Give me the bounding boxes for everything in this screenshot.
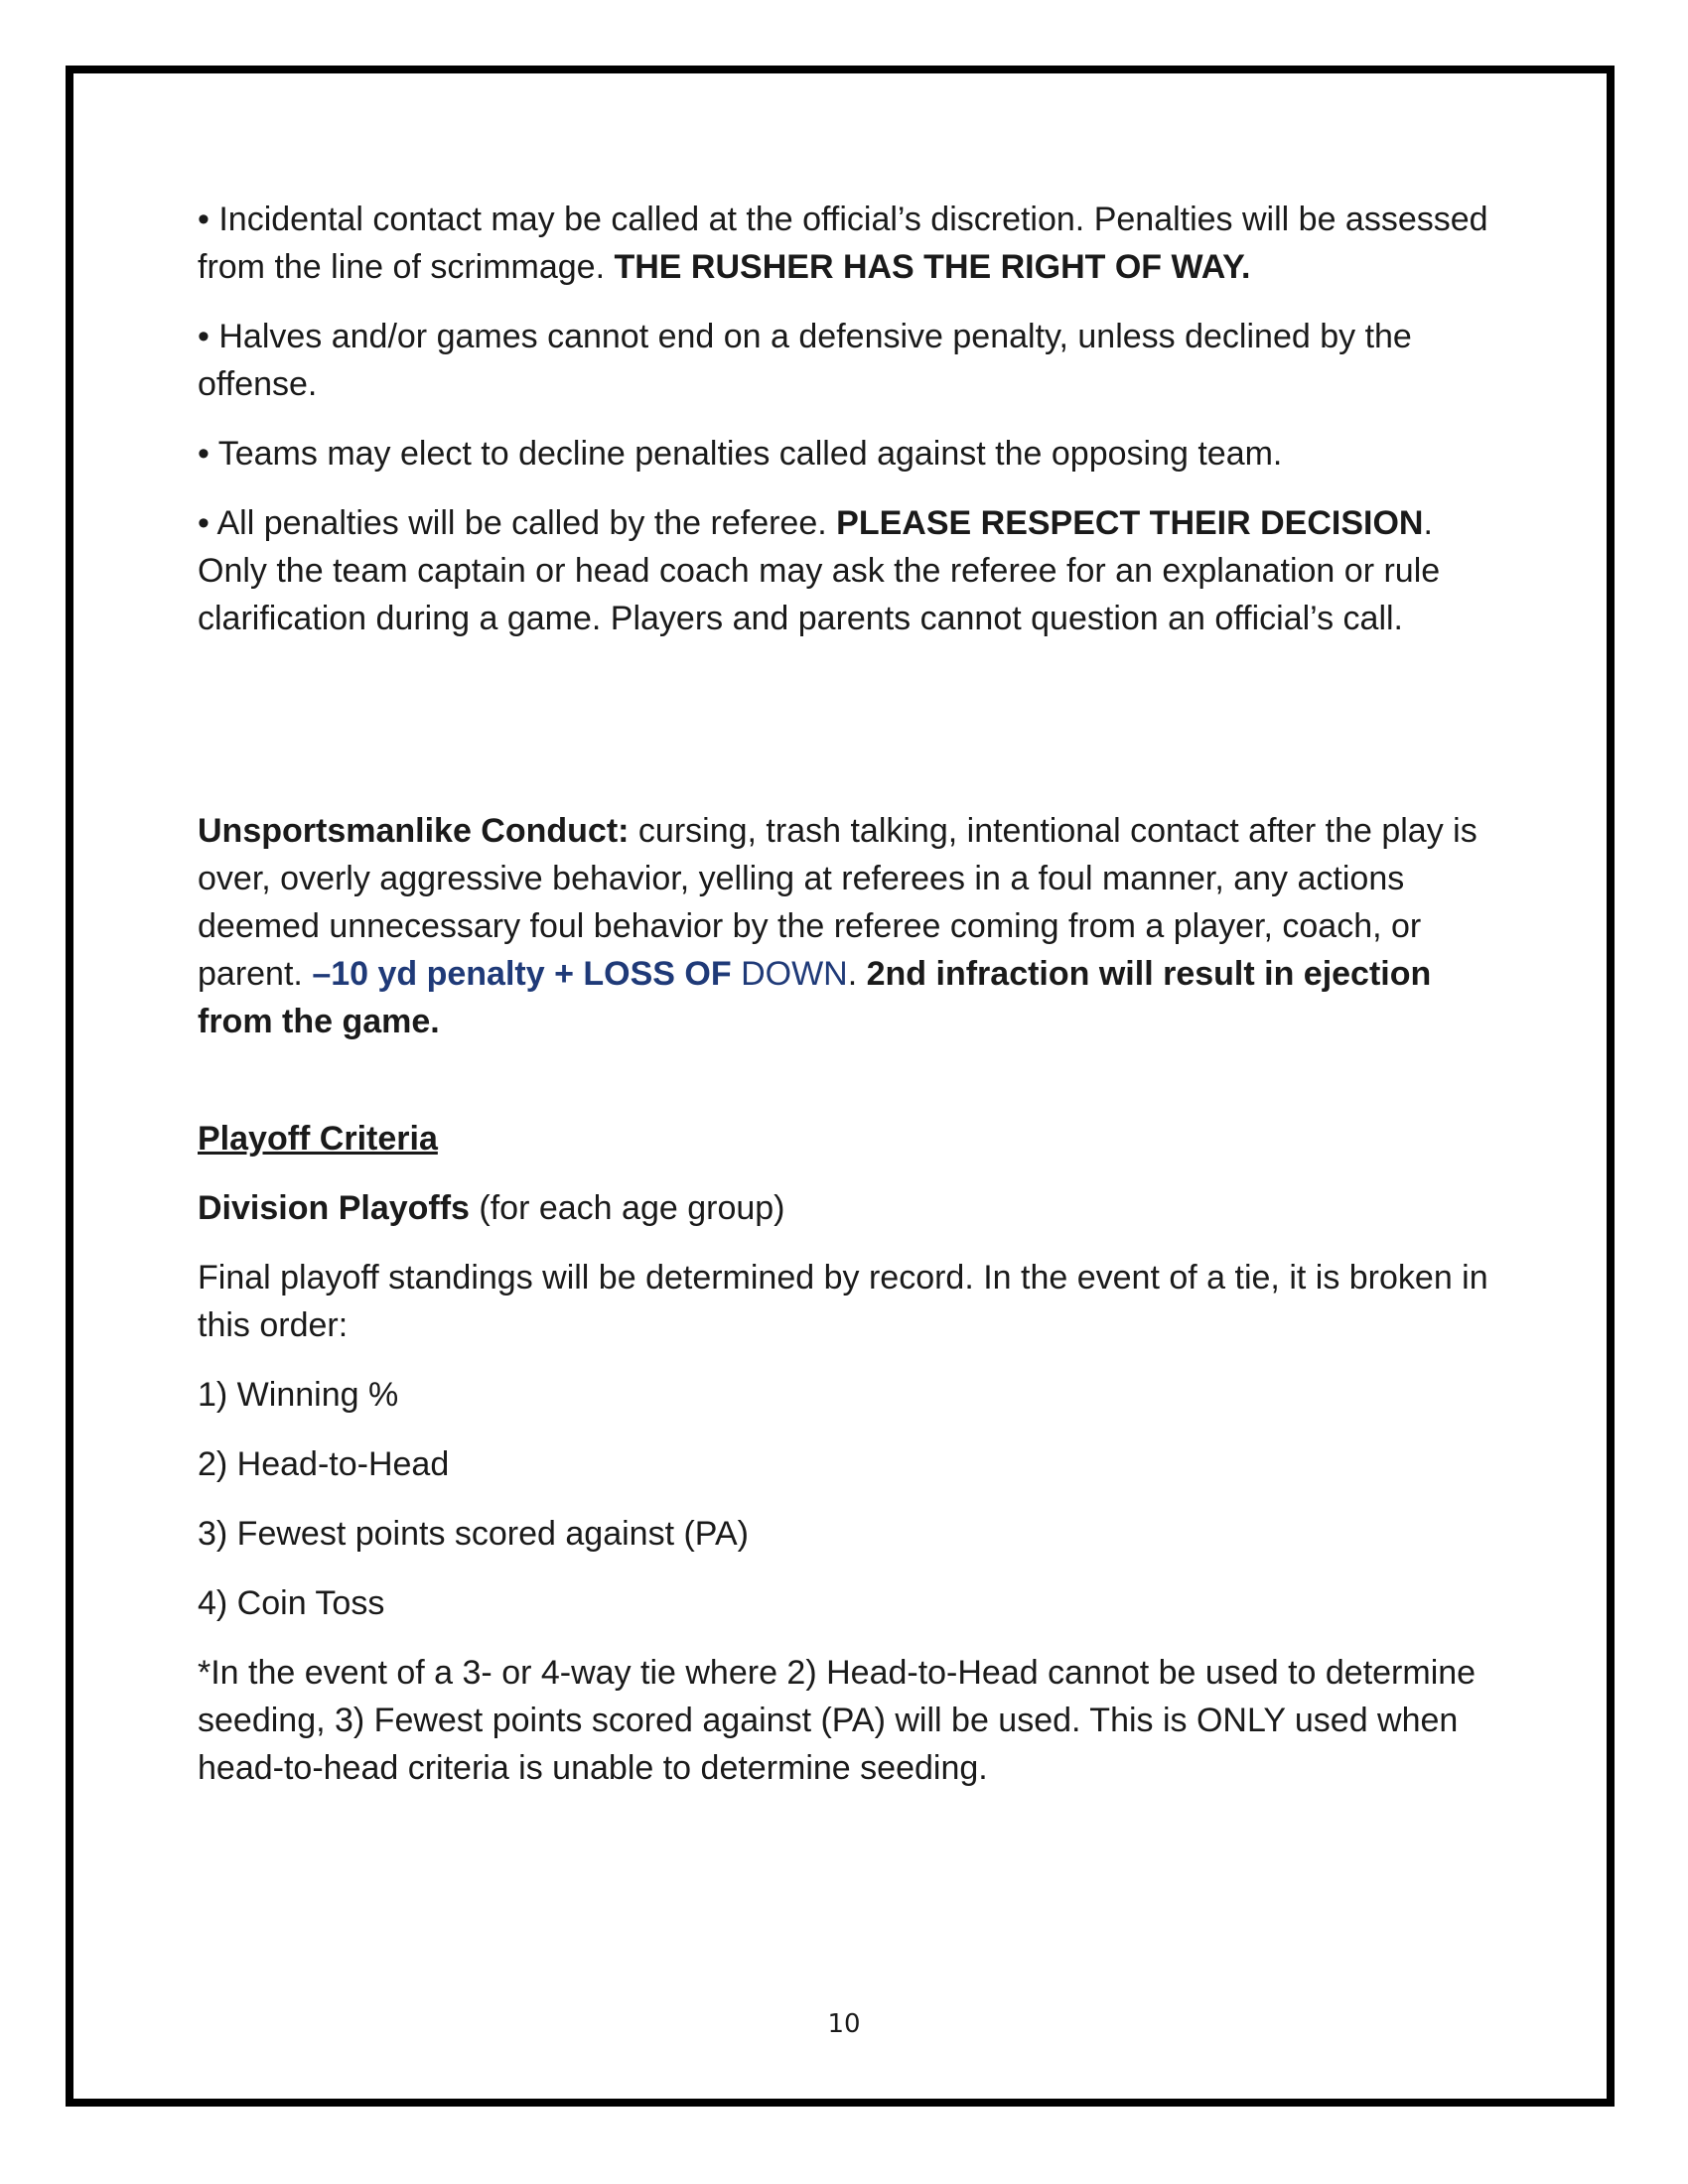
division-playoffs bbox=[198, 1184, 1488, 1232]
division-playoffs-label: Division Playoffs bbox=[198, 1189, 470, 1227]
unsportsmanlike-penalty: –10 yd penalty + LOSS OF bbox=[312, 955, 732, 993]
division-playoffs-rest: (for each age group) bbox=[469, 1189, 785, 1227]
criteria-item: 3) Fewest points scored against (PA) bbox=[198, 1515, 749, 1553]
page-content bbox=[198, 196, 1488, 1792]
unsportsmanlike-period: . bbox=[847, 955, 867, 993]
unsportsmanlike-ejection: 2nd infraction will result in ejection from the game. bbox=[198, 955, 1432, 1040]
tie-breaker-note: *In the event of a 3- or 4-way tie where 2) Head-to-Head cannot be used to determine seeding, 3) Fewest points scored against (PA) will be used. This is ONLY used when head-to-head criteria is unable to determine seeding. bbox=[198, 1654, 1477, 1787]
bullet-referee bbox=[198, 499, 1488, 642]
unsportsmanlike-conduct bbox=[198, 807, 1488, 1045]
criteria-item: 1) Winning % bbox=[198, 1376, 399, 1414]
bullet-referee-bold: PLEASE RESPECT THEIR DECISION bbox=[836, 504, 1424, 542]
unsportsmanlike-text: cursing, trash talking, intentional contact after the play is over, overly aggressive behavior, yelling at referees in a foul manner, any actions deemed unnecessary foul behavior by the referee coming from a player, coach, or parent. bbox=[198, 812, 1477, 993]
bullet-halves: • Halves and/or games cannot end on a defensive penalty, unless declined by the offense. bbox=[198, 318, 1412, 403]
criteria-item: 2) Head-to-Head bbox=[198, 1445, 450, 1483]
bullet-referee-rest: . Only the team captain or head coach may ask the referee for an explanation or rule clarification during a game. Players and parents cannot question an official’s call. bbox=[198, 504, 1441, 637]
playoff-intro: Final playoff standings will be determined by record. In the event of a tie, it is broken in this order: bbox=[198, 1259, 1488, 1344]
unsportsmanlike-penalty-rest: DOWN bbox=[731, 955, 848, 993]
unsportsmanlike-label: Unsportsmanlike Conduct: bbox=[198, 812, 630, 850]
page-number: 10 bbox=[827, 2009, 861, 2039]
bullet-referee-text: • All penalties will be called by the referee. bbox=[198, 504, 837, 542]
bullet-incidental-bold: THE RUSHER HAS THE RIGHT OF WAY. bbox=[614, 248, 1251, 286]
playoff-heading bbox=[198, 1115, 1488, 1162]
bullet-incidental-contact bbox=[198, 196, 1488, 291]
bullet-decline: • Teams may elect to decline penalties called against the opposing team. bbox=[198, 435, 1283, 473]
playoff-heading-text: Playoff Criteria bbox=[198, 1120, 438, 1158]
bullet-incidental-text: • Incidental contact may be called at the official’s discretion. Penalties will be assessed from the line of scrimmage. bbox=[198, 201, 1488, 286]
criteria-item: 4) Coin Toss bbox=[198, 1584, 385, 1622]
